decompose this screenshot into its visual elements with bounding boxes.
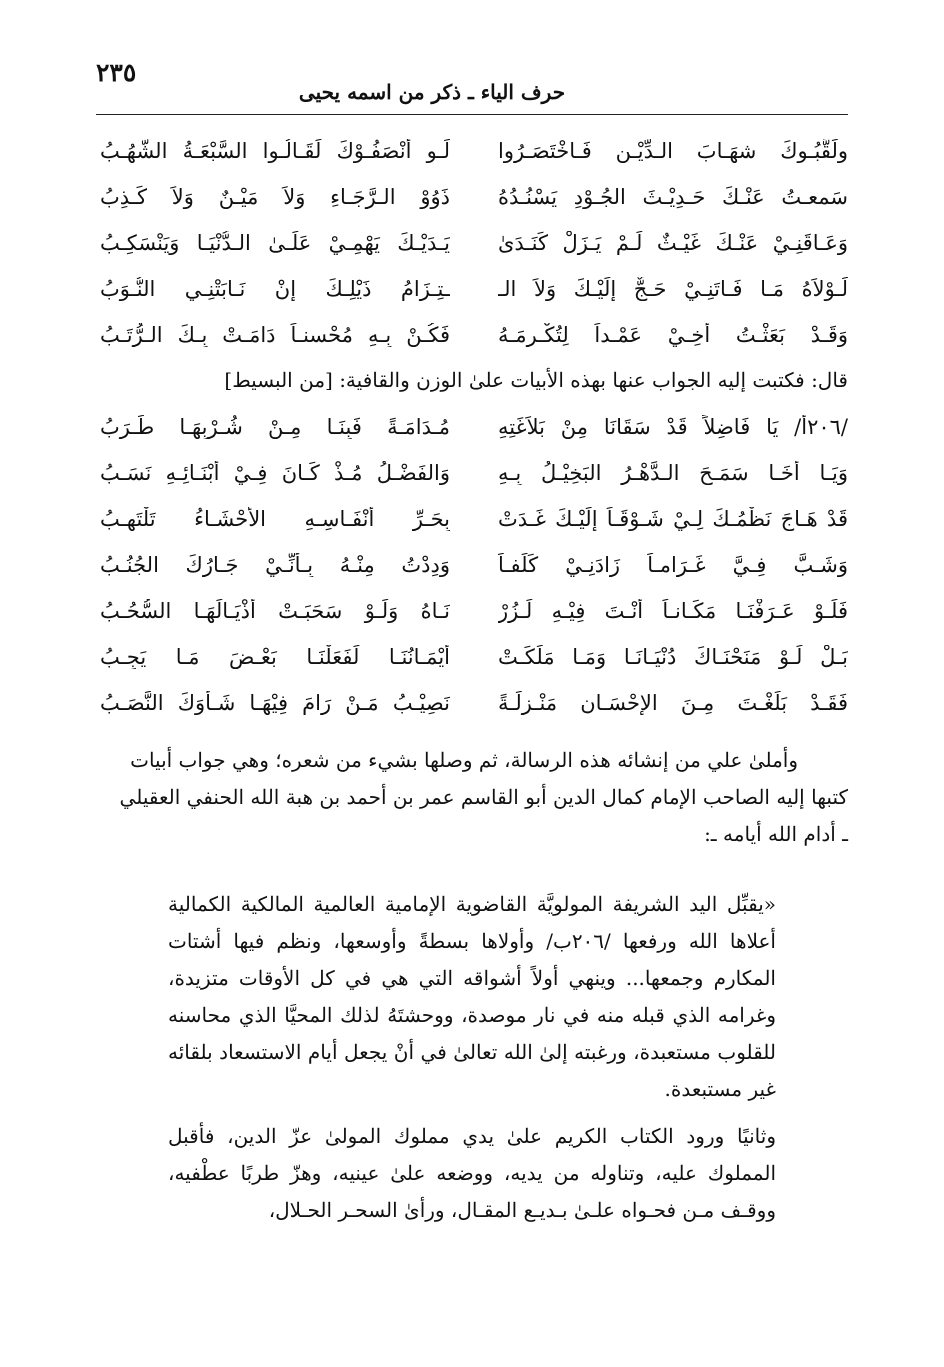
reply-intro-line: قال: فكتبت إليه الجواب عنها بهذه الأبيات علىٰ الوزن والقافية: [من البسيط] bbox=[224, 368, 848, 392]
verse bbox=[100, 588, 848, 634]
header-rule bbox=[96, 114, 848, 115]
verse-second-hemistich: مُـدَامَـةً فَبِنَـا مِـنْ شُـرْبِهَـا طَـرَبُ bbox=[100, 415, 450, 439]
letter-paragraph: وثانيًا ورود الكتاب الكريم علىٰ يدي مملوك المولىٰ عزّ الدين، فأقبل المملوك عليه، وتناوله من يديه، ووضعه علىٰ عينيه، وهزّ طربًا عطْفيه، ووقـف مـن فحـواه علـىٰ بـديـع المقـال، ورأىٰ السحـر الحـلال، bbox=[168, 1124, 776, 1222]
poem-two bbox=[100, 404, 848, 726]
verse-second-hemistich: يَـدَيْـكَ يَهْمِـيْ عَلَـىٰ الـدُّنْيَـا وَيَنْسَكِـبُ bbox=[100, 231, 450, 255]
verse bbox=[100, 128, 848, 174]
verse bbox=[100, 266, 848, 312]
verse-first-hemistich: /٢٠٦أ/ يَا فَاضِلاً قَدْ سَقَانَا مِنْ بَلاَغَتِهِ bbox=[498, 415, 848, 439]
verse-first-hemistich: سَمعـتُ عَنْـكَ حَـدِيْـثَ الجُـوْدِ يَسْنُـدُهُ bbox=[498, 185, 848, 209]
verse-second-hemistich: أيْمَـانُنَـا لَفَعَلْنَـا بَعْـضَ مَـا يَجِـبُ bbox=[100, 645, 450, 669]
letter-paragraph: «يقبِّل اليد الشريفة المولويَّة القاضوية الإمامية العالمية المالكية الكمالية أعلاها الله ورفعها /٢٠٦ب/ وأولاها بسطةً وأوسعها، ونظم فيها أشتات المكارم وجمعها... وينهي أولاً أشواقه التي هي في كل الأوقات متزيدة، وغرامه الذي قبله منه في نار موصدة، ووحشتَهُ لذلك المحيَّا الذي محاسنه للقلوب مستعبدة، ورغبته إلىٰ الله تعالىٰ في أنْ يجعل أيام الاستسعاد بلقائه غير مستبعدة. bbox=[168, 892, 776, 1101]
prose-line: ـ أدام الله أيامه ـ: bbox=[704, 822, 848, 846]
verse-second-hemistich: ذَوُوْ الـرَّجَـاءِ وَلاَ مَيْـنٌ وَلاَ كَـذِبُ bbox=[100, 185, 450, 209]
verse-first-hemistich: ولَقَّبُـوكَ شهَـابَ الـدِّيْـنِ فَـاخْتَصَـرُوا bbox=[498, 139, 848, 163]
verse-first-hemistich: قَدْ هَـاجَ نَظْمُـكَ لِـيْ شَـوْقَـاً إلَيْـكَ غَـدَتْ bbox=[498, 507, 848, 531]
verse bbox=[100, 634, 848, 680]
verse-second-hemistich: ـتِـزَامُ ذَيْلِـكَ إنْ نَـابَتْنِـي النُّـوَبُ bbox=[100, 277, 450, 301]
verse bbox=[100, 174, 848, 220]
verse-first-hemistich: لَـوْلاَهُ مَـا فَـاتَنِـيْ حَـجٌّ إلَيْـكَ وَلاَ الـ bbox=[498, 277, 848, 301]
verse bbox=[100, 680, 848, 726]
verse bbox=[100, 220, 848, 266]
poem-one bbox=[100, 128, 848, 358]
verse-first-hemistich: وَشَـبَّ فِـيَّ غَـرَامـاً زَادَنِـيْ كَلَفـاً bbox=[498, 553, 848, 577]
verse-second-hemistich: لَـو أنْصَفُـوْكَ لَقَـالُـوا السَّبْعَـةُ الشُّهُـبُ bbox=[100, 139, 450, 163]
verse bbox=[100, 496, 848, 542]
verse bbox=[100, 312, 848, 358]
verse-first-hemistich: فَقَـدْ بَلَغْـتَ مِـنَ الإحْسَـانِ مَنْـزِلَـةً bbox=[498, 691, 848, 715]
running-title: حرف الياء ـ ذكر من اسمه يحيى bbox=[298, 80, 566, 104]
verse bbox=[100, 404, 848, 450]
prose-line: كتبها إليه الصاحب الإمام كمال الدين أبو القاسم عمر بن أحمد بن هبة الله الحنفي العقيلي bbox=[119, 785, 848, 809]
prose-line: وأملىٰ علي من إنشائه هذه الرسالة، ثم وصلها بشيء من شعره؛ وهي جواب أبيات bbox=[130, 748, 798, 772]
verse bbox=[100, 542, 848, 588]
prose-paragraph bbox=[100, 742, 848, 853]
verse-second-hemistich: نَصِيْـبُ مَـنْ رَامَ فِيْهَـا شَـأْوَكَ النَّصَـبُ bbox=[100, 691, 450, 715]
verse-second-hemistich: بِحَـرِّ أَنْفَـاسِـهِ الأَحْشَـاءُ تَلْتَهِـبُ bbox=[100, 507, 450, 531]
verse-first-hemistich: وَقَـدْ بَعَثْـتُ أخِـيْ عَمْـداً لِتُكْـرِمَـهُ bbox=[498, 323, 848, 347]
verse-first-hemistich: فَلَـوْ عَـرَفْنَـا مَكَـانـاً أنْـتَ فِيْـهِ لَـزُرْ bbox=[498, 599, 848, 623]
verse-first-hemistich: وَيَـا أخَـا سَمَـحَ الـدَّهْـرُ البَخِيْـلُ بِـهِ bbox=[498, 461, 848, 485]
verse-second-hemistich: نَـاهُ وَلَـوْ سَحَبَـتْ أذْيَـالَهَـا السُّحُـبُ bbox=[100, 599, 450, 623]
verse-second-hemistich: وَالفَضْـلُ مُـذْ كَـانَ فِـيْ أَبْنَـائِـهِ نَسَـبُ bbox=[100, 461, 450, 485]
verse-first-hemistich: وَعَـاقَنِـيْ عَنْـكَ غَيْـثٌ لَـمْ يَـزَلْ كَنَـدَىٰ bbox=[498, 231, 848, 255]
verse bbox=[100, 450, 848, 496]
verse-first-hemistich: بَـلْ لَـوْ مَنَحْنَـاكَ دُنْيَـانَـا وَمَـا مَلَكَـتْ bbox=[498, 645, 848, 669]
verse-second-hemistich: فَكُـنْ بِـهِ مُحْسنـاً دَامَـتْ بِـكَ الـرُّتَـبُ bbox=[100, 323, 450, 347]
quoted-letter bbox=[168, 886, 776, 1239]
verse-second-hemistich: وَدِدْتُ مِنْـهُ بِـأَنِّـيْ جَـارُكَ الجُنُـبُ bbox=[100, 553, 450, 577]
page-number: ٢٣٥ bbox=[96, 58, 137, 87]
